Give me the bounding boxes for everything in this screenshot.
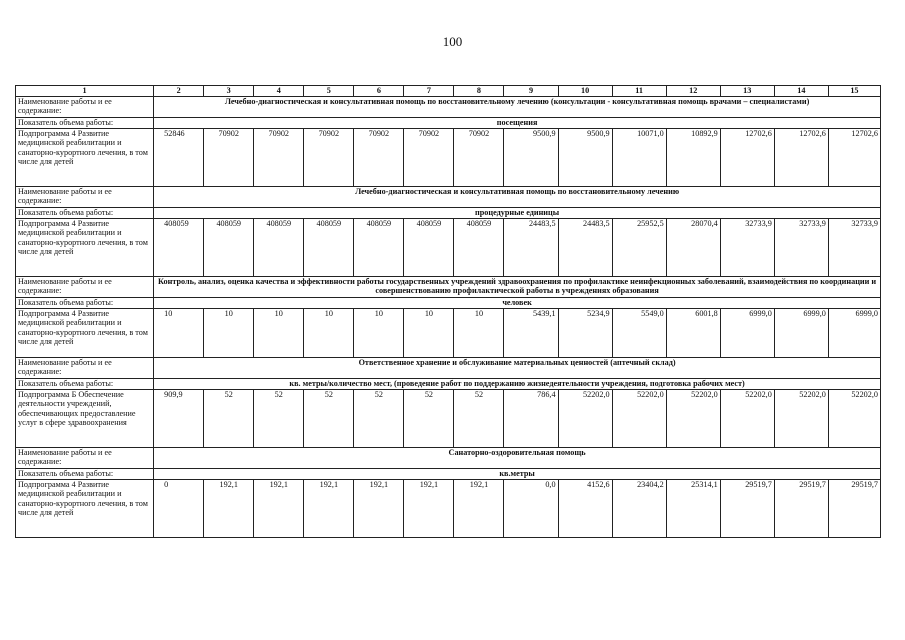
- column-number: 4: [254, 86, 304, 97]
- column-number: 2: [154, 86, 204, 97]
- column-number: 7: [404, 86, 454, 97]
- work-name-row: [16, 277, 881, 298]
- column-number: 10: [558, 86, 612, 97]
- value-cell: 52202,0: [558, 390, 612, 448]
- work-name-label: Наименование работы и ее содержание:: [16, 448, 154, 469]
- work-name-row: [16, 187, 881, 208]
- value-cell: 24483,5: [504, 219, 558, 277]
- value-cell: 786,4: [504, 390, 558, 448]
- work-name-value: Контроль, анализ, оценка качества и эффективности работы государственных учреждений здравоохранения по профилактике неинфекционных заболеваний, взаимодействия по координации и совершенствованию профилактической работы в учреждениях образования: [154, 277, 881, 298]
- column-number: 3: [204, 86, 254, 97]
- value-cell: 52: [354, 390, 404, 448]
- program-name: Подпрограмма 4 Развитие медицинской реабилитации и санаторно-курортного лечения, в том числе для детей: [16, 480, 154, 538]
- value-cell: 12702,6: [720, 129, 774, 187]
- volume-indicator-value: кв.метры: [154, 469, 881, 480]
- page-number: 100: [442, 34, 463, 49]
- value-cell: 192,1: [304, 480, 354, 538]
- value-cell: 52: [454, 390, 504, 448]
- value-cell: 32733,9: [720, 219, 774, 277]
- value-cell: 52846: [154, 129, 204, 187]
- value-cell: 10: [204, 309, 254, 358]
- work-name-label: Наименование работы и ее содержание:: [16, 187, 154, 208]
- work-name-row: [16, 97, 881, 118]
- volume-indicator-row: [16, 208, 881, 219]
- volume-indicator-row: [16, 118, 881, 129]
- work-name-row: [16, 358, 881, 379]
- volume-indicator-label: Показатель объема работы:: [16, 298, 154, 309]
- value-cell: 70902: [204, 129, 254, 187]
- column-number: 15: [828, 86, 880, 97]
- work-name-label: Наименование работы и ее содержание:: [16, 277, 154, 298]
- value-cell: 12702,6: [828, 129, 880, 187]
- value-cell: 10: [454, 309, 504, 358]
- volume-indicator-label: Показатель объема работы:: [16, 118, 154, 129]
- program-data-row: [16, 390, 881, 448]
- value-cell: 12702,6: [774, 129, 828, 187]
- value-cell: 10892,9: [666, 129, 720, 187]
- value-cell: 0: [154, 480, 204, 538]
- work-name-value: Санаторно-оздоровительная помощь: [154, 448, 881, 469]
- value-cell: 192,1: [354, 480, 404, 538]
- value-cell: 4152,6: [558, 480, 612, 538]
- value-cell: 70902: [454, 129, 504, 187]
- value-cell: 10: [254, 309, 304, 358]
- work-name-value: Ответственное хранение и обслуживание материальных ценностей (аптечный склад): [154, 358, 881, 379]
- volume-indicator-value: кв. метры/количество мест, (проведение работ по поддержанию жизнедеятельности учреждения, подготовка рабочих мест): [154, 379, 881, 390]
- volume-indicator-label: Показатель объема работы:: [16, 208, 154, 219]
- value-cell: 408059: [254, 219, 304, 277]
- column-number: 11: [612, 86, 666, 97]
- value-cell: 52202,0: [612, 390, 666, 448]
- value-cell: 70902: [354, 129, 404, 187]
- volume-indicator-value: человек: [154, 298, 881, 309]
- value-cell: 52: [404, 390, 454, 448]
- value-cell: 10: [404, 309, 454, 358]
- volume-indicator-row: [16, 469, 881, 480]
- work-name-value: Лечебно-диагностическая и консультативная помощь по восстановительному лечению: [154, 187, 881, 208]
- value-cell: 6001,8: [666, 309, 720, 358]
- program-data-row: [16, 309, 881, 358]
- column-number: 13: [720, 86, 774, 97]
- value-cell: 408059: [154, 219, 204, 277]
- value-cell: 29519,7: [720, 480, 774, 538]
- column-number: 14: [774, 86, 828, 97]
- work-name-row: [16, 448, 881, 469]
- value-cell: 25952,5: [612, 219, 666, 277]
- column-number: 9: [504, 86, 558, 97]
- program-data-row: [16, 129, 881, 187]
- value-cell: 6999,0: [774, 309, 828, 358]
- value-cell: 6999,0: [828, 309, 880, 358]
- value-cell: 29519,7: [828, 480, 880, 538]
- value-cell: 52202,0: [720, 390, 774, 448]
- volume-indicator-row: [16, 379, 881, 390]
- value-cell: 52: [254, 390, 304, 448]
- value-cell: 23404,2: [612, 480, 666, 538]
- value-cell: 10: [154, 309, 204, 358]
- volume-indicator-value: процедурные единицы: [154, 208, 881, 219]
- value-cell: 10071,0: [612, 129, 666, 187]
- value-cell: 32733,9: [828, 219, 880, 277]
- value-cell: 25314,1: [666, 480, 720, 538]
- value-cell: 32733,9: [774, 219, 828, 277]
- value-cell: 28070,4: [666, 219, 720, 277]
- work-name-value: Лечебно-диагностическая и консультативная помощь по восстановительному лечению (консультации - консультативная помощь врачами – специалистами): [154, 97, 881, 118]
- value-cell: 192,1: [454, 480, 504, 538]
- value-cell: 70902: [304, 129, 354, 187]
- value-cell: 909,9: [154, 390, 204, 448]
- value-cell: 29519,7: [774, 480, 828, 538]
- program-data-row: [16, 219, 881, 277]
- column-number: 8: [454, 86, 504, 97]
- program-data-row: [16, 480, 881, 538]
- value-cell: 408059: [354, 219, 404, 277]
- value-cell: 408059: [204, 219, 254, 277]
- column-number: 12: [666, 86, 720, 97]
- program-name: Подпрограмма 4 Развитие медицинской реабилитации и санаторно-курортного лечения, в том числе для детей: [16, 309, 154, 358]
- value-cell: 70902: [254, 129, 304, 187]
- value-cell: 5234,9: [558, 309, 612, 358]
- program-name: Подпрограмма 4 Развитие медицинской реабилитации и санаторно-курортного лечения, в том числе для детей: [16, 129, 154, 187]
- value-cell: 52202,0: [666, 390, 720, 448]
- value-cell: 10: [354, 309, 404, 358]
- value-cell: 5549,0: [612, 309, 666, 358]
- value-cell: 0,0: [504, 480, 558, 538]
- volume-indicator-row: [16, 298, 881, 309]
- column-number: 6: [354, 86, 404, 97]
- value-cell: 192,1: [404, 480, 454, 538]
- value-cell: 52: [304, 390, 354, 448]
- value-cell: 52202,0: [774, 390, 828, 448]
- value-cell: 408059: [304, 219, 354, 277]
- value-cell: 408059: [454, 219, 504, 277]
- column-number: 1: [16, 86, 154, 97]
- value-cell: 70902: [404, 129, 454, 187]
- volume-indicator-label: Показатель объема работы:: [16, 469, 154, 480]
- value-cell: 52: [204, 390, 254, 448]
- value-cell: 192,1: [254, 480, 304, 538]
- volume-indicator-label: Показатель объема работы:: [16, 379, 154, 390]
- volume-indicator-value: посещения: [154, 118, 881, 129]
- value-cell: 192,1: [204, 480, 254, 538]
- value-cell: 10: [304, 309, 354, 358]
- work-name-label: Наименование работы и ее содержание:: [16, 358, 154, 379]
- value-cell: 24483,5: [558, 219, 612, 277]
- program-name: Подпрограмма Б Обеспечение деятельности учреждений, обеспечивающих предоставление услуг в сфере здравоохранения: [16, 390, 154, 448]
- column-number-row: [16, 86, 881, 97]
- value-cell: 9500,9: [558, 129, 612, 187]
- work-name-label: Наименование работы и ее содержание:: [16, 97, 154, 118]
- value-cell: 9500,9: [504, 129, 558, 187]
- program-name: Подпрограмма 4 Развитие медицинской реабилитации и санаторно-курортного лечения, в том числе для детей: [16, 219, 154, 277]
- column-number: 5: [304, 86, 354, 97]
- value-cell: 5439,1: [504, 309, 558, 358]
- value-cell: 6999,0: [720, 309, 774, 358]
- budget-table: [15, 85, 881, 538]
- value-cell: 408059: [404, 219, 454, 277]
- value-cell: 52202,0: [828, 390, 880, 448]
